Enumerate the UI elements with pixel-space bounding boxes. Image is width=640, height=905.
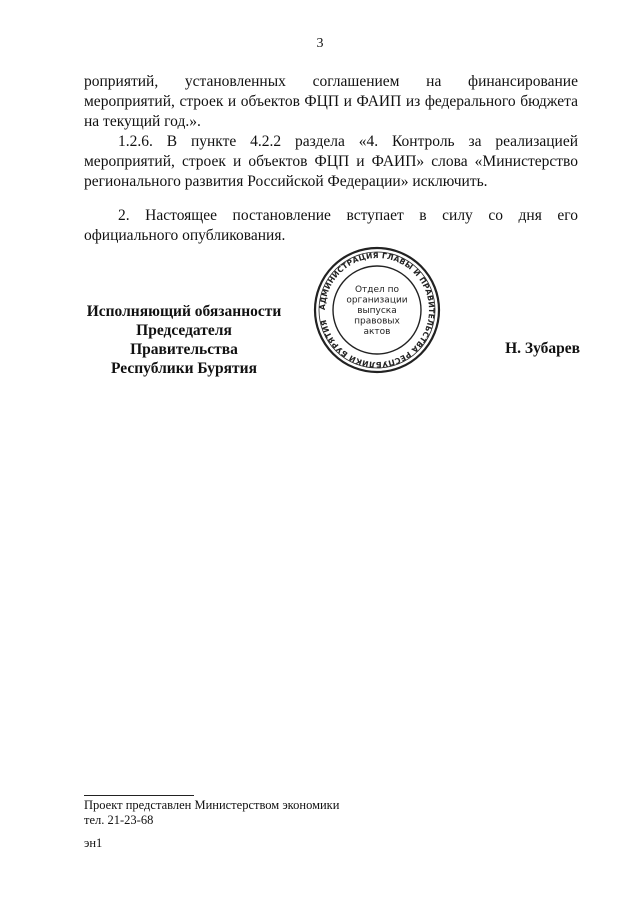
seal-center-line: организации — [346, 295, 408, 306]
signatory-title-line: Председателя Правительства — [130, 322, 238, 358]
signatory-title-line: Исполняющий обязанности — [86, 303, 282, 320]
signatory-title-line: Республики Бурятия — [111, 360, 257, 377]
seal-center-line: актов — [363, 327, 391, 337]
footnote — [84, 798, 339, 828]
paragraph-continuation: роприятий, установленных соглашением на финансирование мероприятий, строек и объектов ФЦП и ФАИП из федерального бюджета на текущий год.». — [84, 73, 578, 130]
signer-name: Н. Зубарев — [505, 340, 580, 357]
seal-center-line: правовых — [354, 316, 400, 327]
page-number: 3 — [316, 36, 324, 51]
document-body — [84, 72, 578, 246]
seal-center-line: Отдел по — [354, 285, 400, 295]
signatory-title — [84, 302, 284, 378]
paragraph-effective-date: 2. Настоящее постановление вступает в силу со дня его официального опубликования. — [84, 207, 578, 244]
footnote-line: Проект представлен Министерством экономики — [84, 798, 340, 812]
official-seal — [312, 245, 442, 375]
seal-center-text — [346, 285, 407, 337]
paragraph-clause-1-2-6: 1.2.6. В пункте 4.2.2 раздела «4. Контроль за реализацией мероприятий, строек и объектов ФЦП и ФАИП» слова «Министерство регионального развития Российской Федерации» исключить. — [84, 133, 578, 190]
seal-center-line: выпуска — [357, 306, 397, 316]
seal-ring-text: АДМИНИСТРАЦИЯ ГЛАВЫ И ПРАВИТЕЛЬСТВА РЕСПУБЛИКИ БУРЯТИЯ — [317, 250, 437, 370]
document-code: эн1 — [84, 836, 103, 850]
footnote-line: тел. 21-23-68 — [84, 813, 154, 827]
footnote-divider — [84, 795, 194, 796]
